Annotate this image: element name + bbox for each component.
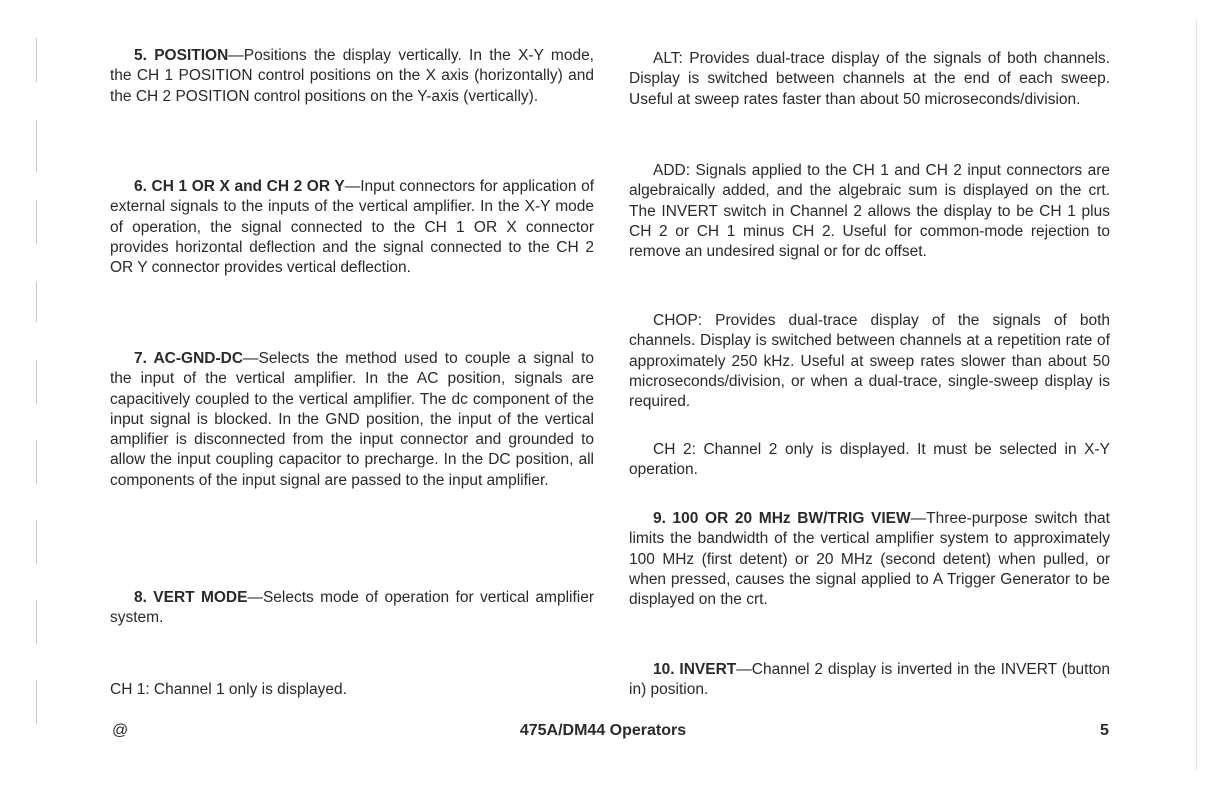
mode-add: ADD: Signals applied to the CH 1 and CH 2 input connectors are algebraically added, and the algebraic sum is displayed on the crt. The INVERT switch in Channel 2 allows the display to be CH 1 plus CH 2 or CH 1 minus CH 2. Useful for common-mode rejection to remove an undesired signal or for dc offset. (629, 162, 1110, 261)
page-number: 5 (1100, 722, 1109, 739)
item-invert (629, 660, 1110, 701)
item-ac-gnd-dc (110, 349, 594, 491)
item-description: —Three-purpose switch that limits the bandwidth of the vertical amplifier system to approximately 100 MHz (first detent) or 20 MHz (second detent) when pulled, or when pressed, causes the signal applied to A Trigger Generator to be displayed on the crt. (629, 510, 1110, 609)
margin-mark (36, 200, 37, 244)
item-description: —Selects the method used to couple a signal to the input of the vertical amplifier. In the AC position, signals are capacitively coupled to the vertical amplifier. The dc component of the input signal is blocked. In the GND position, the input of the vertical amplifier is disconnected from the input connector and grounded to allow the input coupling capacitor to precharge. In the DC position, all components of the input signal are passed to the input amplifier. (110, 350, 594, 489)
item-description: —Positions the display vertically. In the X-Y mode, the CH 1 POSITION control positions on the X axis (horizontally) and the CH 2 POSITION control positions on the Y-axis (vertically). (110, 47, 594, 105)
item-heading: 7. AC-GND-DC (134, 350, 244, 367)
margin-mark (36, 282, 37, 322)
mode-alt: ALT: Provides dual-trace display of the signals of both channels. Display is switched between channels at the end of each sweep. Useful at sweep rates faster than about 50 microseconds/division. (629, 50, 1110, 108)
mode-ch2: CH 2: Channel 2 only is displayed. It must be selected in X-Y operation. (629, 441, 1110, 479)
item-heading: 10. INVERT (653, 661, 737, 678)
margin-mark (36, 360, 37, 404)
item-vert-mode (110, 588, 594, 629)
margin-mark (36, 520, 37, 564)
item-description: —Selects mode of operation for vertical amplifier system. (110, 589, 594, 627)
mode-chop: CHOP: Provides dual-trace display of the signals of both channels. Display is switched between channels at a repetition rate of approximately 250 kHz. Useful at sweep rates slower than about 50 microseconds/division, or when a dual-trace, single-sweep display is required. (629, 312, 1110, 411)
item-heading: 6. CH 1 OR X and CH 2 OR Y (134, 178, 345, 195)
item-description: —Input connectors for application of external signals to the inputs of the vertical amplifier. In the X-Y mode of operation, the signal connected to the CH 1 OR X connector provides horizontal deflection and the signal connected to the CH 2 OR Y connector provides vertical deflection. (110, 178, 594, 277)
item-heading: 8. VERT MODE (134, 589, 248, 606)
margin-mark (36, 680, 37, 724)
item-bw-trig-view (629, 509, 1110, 610)
item-position (110, 46, 594, 107)
margin-mark (36, 600, 37, 644)
right-edge-rule (1196, 20, 1197, 770)
margin-mark (36, 120, 37, 172)
item-input-connectors (110, 177, 594, 278)
footer-title: 475A/DM44 Operators (519, 722, 687, 739)
item-heading: 5. POSITION (134, 47, 229, 64)
footer-symbol: @ (112, 722, 129, 739)
item-description: —Channel 2 display is inverted in the INVERT (button in) position. (629, 661, 1110, 699)
margin-mark (36, 440, 37, 484)
margin-mark (36, 38, 37, 82)
mode-ch1: CH 1: Channel 1 only is displayed. (110, 681, 347, 698)
item-heading: 9. 100 OR 20 MHz BW/TRIG VIEW (653, 510, 911, 527)
